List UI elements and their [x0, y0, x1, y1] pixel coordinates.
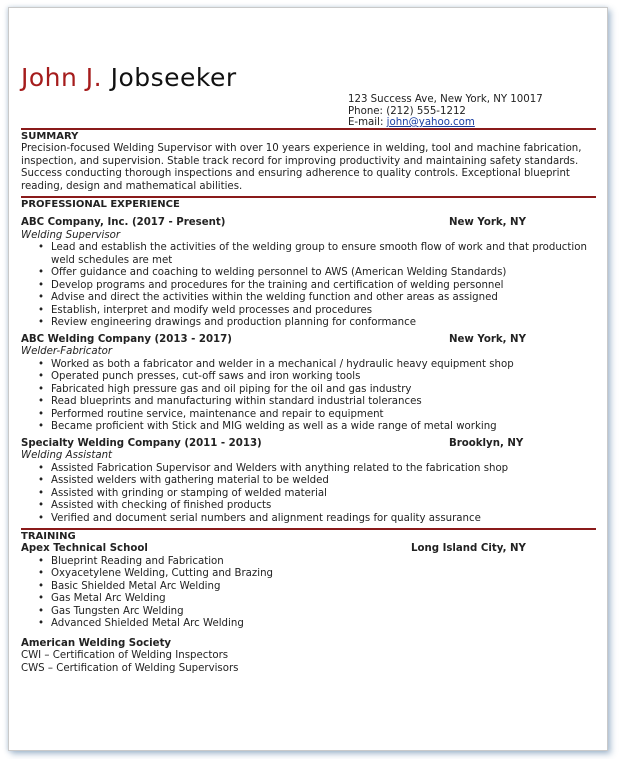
- job-role: Welder-Fabricator: [21, 346, 113, 357]
- job-company: ABC Welding Company (2013 - 2017): [21, 333, 232, 345]
- certification: CWI – Certification of Welding Inspectors: [21, 650, 229, 661]
- list-item: • Offer guidance and coaching to welding personnel to AWS (American Welding Standards): [21, 267, 596, 280]
- list-item: • Read blueprints and manufacturing within standard industrial tolerances: [21, 396, 596, 409]
- summary-section: [21, 131, 596, 193]
- list-item: • Basic Shielded Metal Arc Welding: [21, 581, 596, 594]
- list-item: • Develop programs and procedures for the training and certification of welding personnel: [21, 280, 596, 293]
- job-duties: [21, 359, 596, 434]
- job-role: Welding Assistant: [21, 450, 113, 461]
- job-header: [21, 334, 596, 347]
- contact-info: [348, 94, 543, 129]
- list-item: • Performed routine service, maintenance and repair to equipment: [21, 409, 596, 422]
- job-header: [21, 438, 596, 451]
- last-name: Jobseeker: [110, 63, 237, 92]
- job-header: [21, 217, 596, 230]
- list-item: • Assisted with grinding or stamping of welded material: [21, 488, 596, 501]
- list-item: • Advise and direct the activities within the welding function and other areas as assigned: [21, 292, 596, 305]
- experience-section: [21, 199, 596, 529]
- list-item: • Gas Tungsten Arc Welding: [21, 606, 596, 619]
- summary-text: Precision-focused Welding Supervisor with over 10 years experience in welding, tool and machine fabrication, inspection, and supervision. Stable track record for improving productivity and maintaining safety standards. Success conducting thorough inspections and ensuring adherence to quality controls. Exceptional blueprint reading, design and mathematical abilities.: [21, 143, 582, 192]
- summary-heading: SUMMARY: [21, 131, 79, 142]
- list-item: • Operated punch presses, cut-off saws and iron working tools: [21, 371, 596, 384]
- list-item: • Verified and document serial numbers and alignment readings for quality assurance: [21, 513, 596, 526]
- training-heading: TRAINING: [21, 531, 76, 542]
- job-entry: [21, 334, 596, 434]
- summary-divider: [21, 128, 596, 130]
- training-section: [21, 531, 596, 675]
- job-duties: [21, 242, 596, 330]
- job-entry: [21, 217, 596, 330]
- experience-divider: [21, 196, 596, 198]
- list-item: • Assisted Fabrication Supervisor and Welders with anything related to the fabrication shop: [21, 463, 596, 476]
- list-item: • Became proficient with Stick and MIG welding as well as a wide range of metal working: [21, 421, 596, 434]
- list-item: • Establish, interpret and modify weld processes and procedures: [21, 305, 596, 318]
- email-line: [348, 117, 543, 129]
- list-item: • Lead and establish the activities of the welding group to ensure smooth flow of work and that production weld schedules are met: [21, 242, 596, 267]
- job-role: Welding Supervisor: [21, 229, 121, 241]
- list-item: • Review engineering drawings and production planning for conformance: [21, 317, 596, 330]
- list-item: • Assisted with checking of finished products: [21, 500, 596, 513]
- school-location: Long Island City, NY: [411, 543, 526, 554]
- certification: CWS – Certification of Welding Supervisors: [21, 662, 239, 674]
- email-link[interactable]: john@yahoo.com: [386, 117, 475, 128]
- list-item: • Fabricated high pressure gas and oil piping for the oil and gas industry: [21, 384, 596, 397]
- job-location: New York, NY: [449, 217, 526, 228]
- course-list: [21, 556, 596, 631]
- list-item: • Assisted welders with gathering material to be welded: [21, 475, 596, 488]
- email-label: E-mail:: [348, 117, 384, 128]
- list-item: • Worked as both a fabricator and welder in a mechanical / hydraulic heavy equipment shop: [21, 359, 596, 372]
- list-item: • Blueprint Reading and Fabrication: [21, 556, 596, 569]
- list-item: • Oxyacetylene Welding, Cutting and Brazing: [21, 568, 596, 581]
- training-divider: [21, 528, 596, 530]
- resume-page: [8, 7, 608, 751]
- job-location: Brooklyn, NY: [449, 437, 524, 449]
- address: 123 Success Ave, New York, NY 10017: [348, 94, 543, 105]
- job-company: Specialty Welding Company (2011 - 2013): [21, 437, 262, 449]
- job-duties: [21, 463, 596, 526]
- school-header: [21, 543, 596, 556]
- job-company: ABC Company, Inc. (2017 - Present): [21, 217, 226, 228]
- job-location: New York, NY: [449, 333, 526, 345]
- phone: Phone: (212) 555-1212: [348, 105, 466, 117]
- candidate-name: [21, 64, 237, 92]
- list-item: • Gas Metal Arc Welding: [21, 593, 596, 606]
- first-name: John J.: [21, 63, 103, 92]
- list-item: • Advanced Shielded Metal Arc Welding: [21, 618, 596, 631]
- job-entry: [21, 438, 596, 526]
- experience-heading: PROFESSIONAL EXPERIENCE: [21, 199, 180, 210]
- society-name: American Welding Society: [21, 637, 172, 649]
- school-name: Apex Technical School: [21, 543, 148, 554]
